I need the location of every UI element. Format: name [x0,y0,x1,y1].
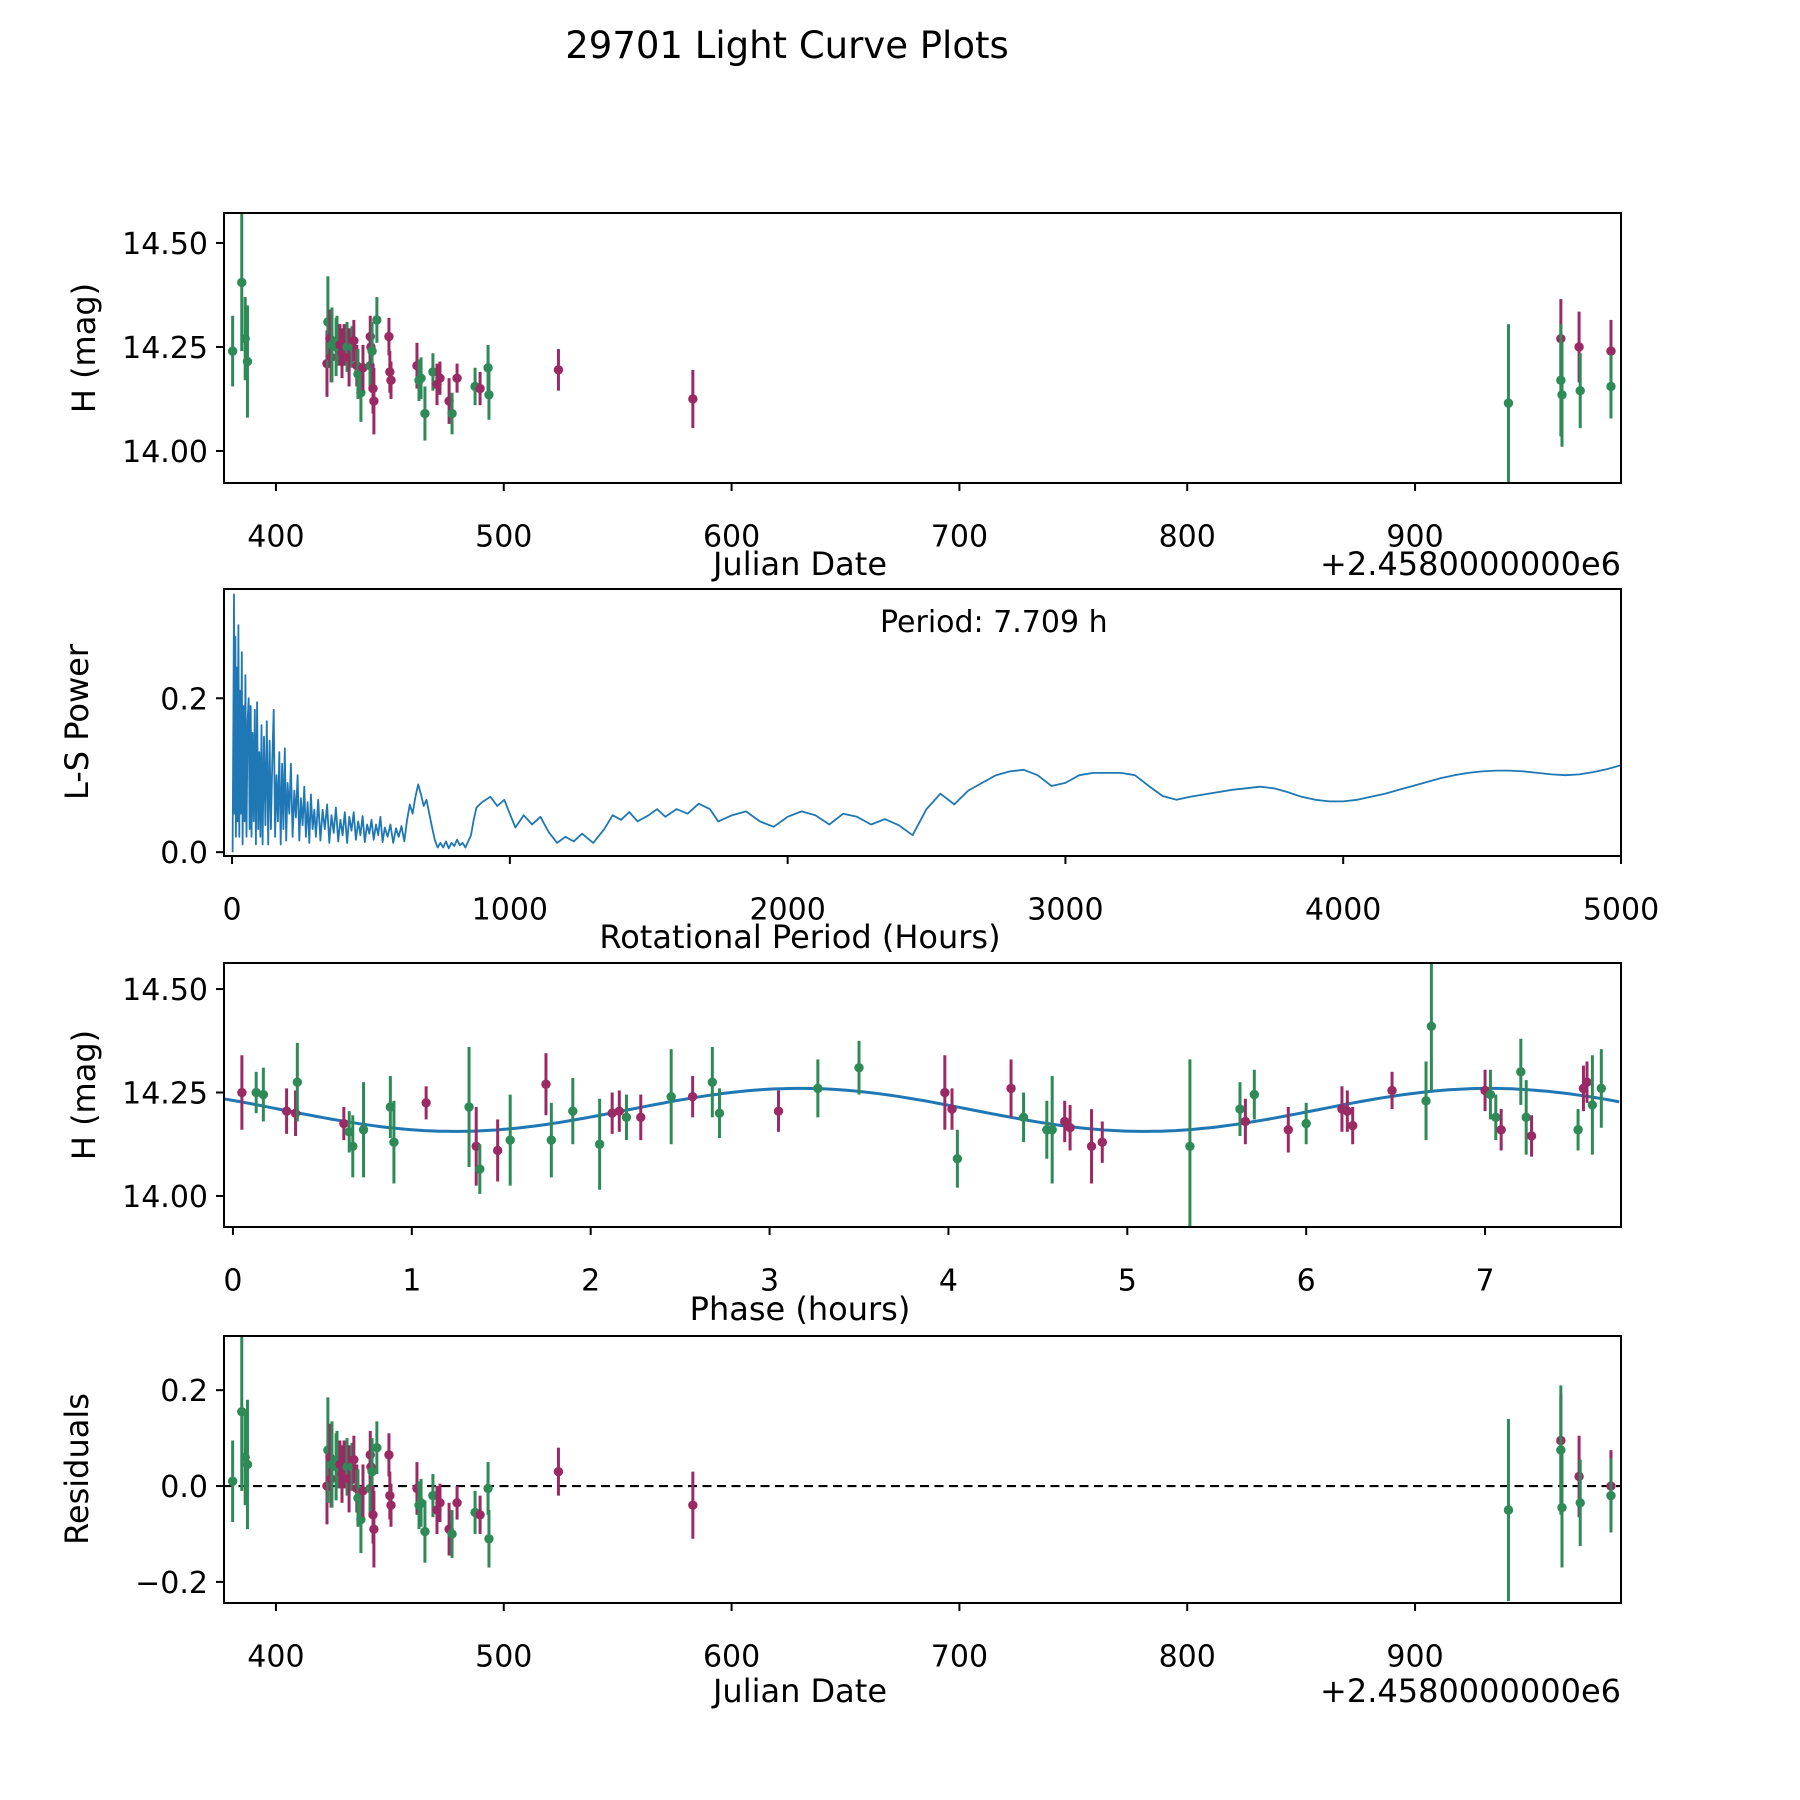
svg-text:400: 400 [247,519,305,555]
panel3-y-axis-label: H (mag) [65,1029,103,1161]
svg-text:14.25: 14.25 [122,330,208,366]
panel3-x-axis-label: Phase (hours) [689,1290,911,1328]
svg-text:0: 0 [222,892,242,928]
svg-text:2: 2 [581,1263,601,1299]
svg-text:4000: 4000 [1305,892,1382,928]
svg-text:−0.2: −0.2 [135,1565,208,1601]
svg-text:800: 800 [1158,1639,1216,1675]
svg-text:400: 400 [247,1639,305,1675]
svg-text:1: 1 [402,1263,422,1299]
svg-text:0.2: 0.2 [160,682,208,718]
svg-text:14.50: 14.50 [122,973,208,1009]
svg-text:0.0: 0.0 [160,836,208,872]
svg-text:6: 6 [1296,1263,1316,1299]
svg-text:1000: 1000 [471,892,549,928]
svg-text:700: 700 [930,1639,989,1675]
svg-text:700: 700 [930,519,989,555]
svg-text:600: 600 [702,519,761,555]
svg-text:14.00: 14.00 [122,434,208,470]
svg-text:0.0: 0.0 [160,1470,208,1506]
figure-title: 29701 Light Curve Plots [565,24,1009,67]
svg-text:3: 3 [760,1263,780,1299]
svg-text:3000: 3000 [1027,892,1104,928]
svg-text:600: 600 [702,1639,761,1675]
svg-text:500: 500 [475,1639,533,1675]
panel1-jd-offset: +2.4580000000e6 [1320,545,1621,583]
svg-text:0.2: 0.2 [160,1374,208,1410]
svg-text:14.50: 14.50 [122,226,208,262]
panel2-x-axis-label: Rotational Period (Hours) [599,918,1001,956]
svg-text:5: 5 [1117,1263,1137,1299]
svg-text:4: 4 [938,1263,958,1299]
panel2-y-axis-label: L-S Power [58,643,96,801]
panel4-y-axis-label: Residuals [58,1393,96,1545]
panel1-y-axis-label: H (mag) [65,282,103,414]
svg-text:7: 7 [1475,1263,1495,1299]
svg-text:800: 800 [1158,519,1216,555]
svg-text:0: 0 [223,1263,243,1299]
svg-text:900: 900 [1386,519,1444,555]
panel4-x-axis-label: Julian Date [712,1672,888,1710]
svg-text:14.00: 14.00 [122,1179,208,1215]
svg-text:2000: 2000 [749,892,826,928]
period-annotation: Period: 7.709 h [880,605,1108,640]
panel1-x-axis-label: Julian Date [712,545,888,583]
svg-text:500: 500 [475,519,533,555]
panel4-jd-offset: +2.4580000000e6 [1320,1672,1621,1710]
svg-text:5000: 5000 [1582,892,1660,928]
svg-text:900: 900 [1386,1639,1444,1675]
svg-text:14.25: 14.25 [122,1076,208,1112]
